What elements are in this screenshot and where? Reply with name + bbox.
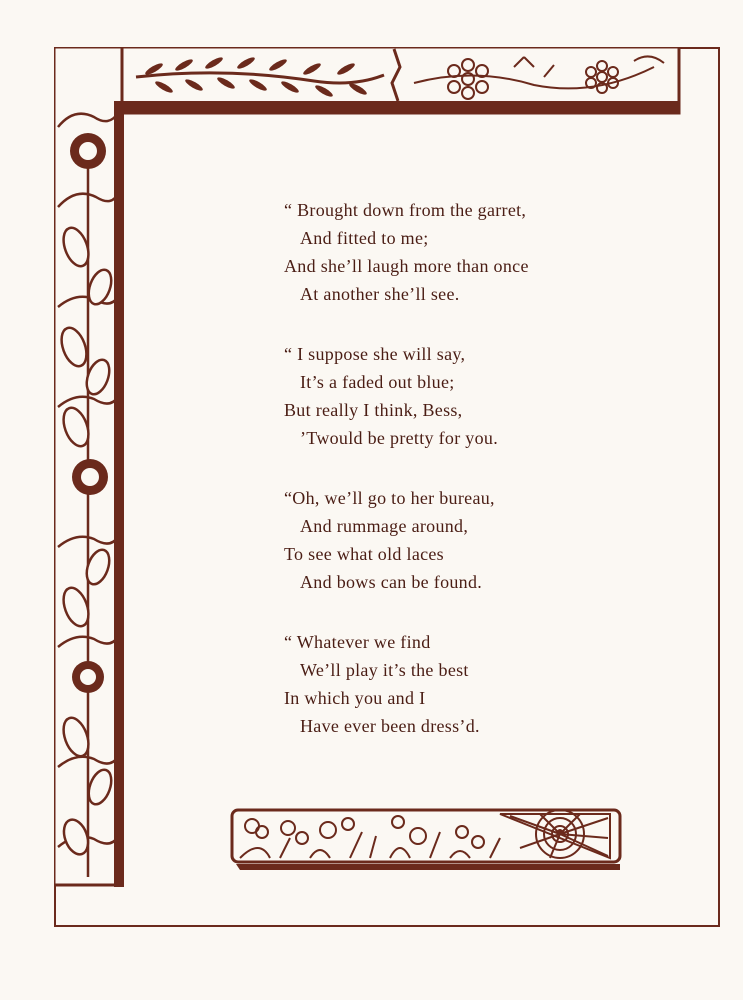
poem-line: ’Twould be pretty for you. xyxy=(300,428,498,448)
stanza-1 xyxy=(270,196,600,308)
top-border-fern-and-daisy-icon xyxy=(54,47,679,113)
poem-line: In which you and I xyxy=(284,688,426,708)
poem-line: But really I think, Bess, xyxy=(284,400,463,420)
poem-line: And rummage around, xyxy=(300,516,469,536)
poem-line: It’s a faded out blue; xyxy=(300,372,455,392)
poem xyxy=(270,196,600,772)
poem-line: “ Whatever we find xyxy=(284,632,431,652)
stanza-4 xyxy=(270,628,600,740)
left-border-sunflower-vine-icon xyxy=(54,47,124,887)
poem-line: And she’ll laugh more than once xyxy=(284,256,529,276)
flowers-and-spiderweb-icon xyxy=(230,808,625,872)
poem-line: Have ever been dress’d. xyxy=(300,716,480,736)
stanza-2 xyxy=(270,340,600,452)
poem-line: “Oh, we’ll go to her bureau, xyxy=(284,488,495,508)
poem-line: We’ll play it’s the best xyxy=(300,660,469,680)
poem-line: “ I suppose she will say, xyxy=(284,344,466,364)
poem-line: “ Brought down from the garret, xyxy=(284,200,527,220)
poem-line: And bows can be found. xyxy=(300,572,483,592)
poem-line: To see what old laces xyxy=(284,544,444,564)
stanza-3 xyxy=(270,484,600,596)
poem-line: And fitted to me; xyxy=(300,228,429,248)
poem-line: At another she’ll see. xyxy=(300,284,460,304)
